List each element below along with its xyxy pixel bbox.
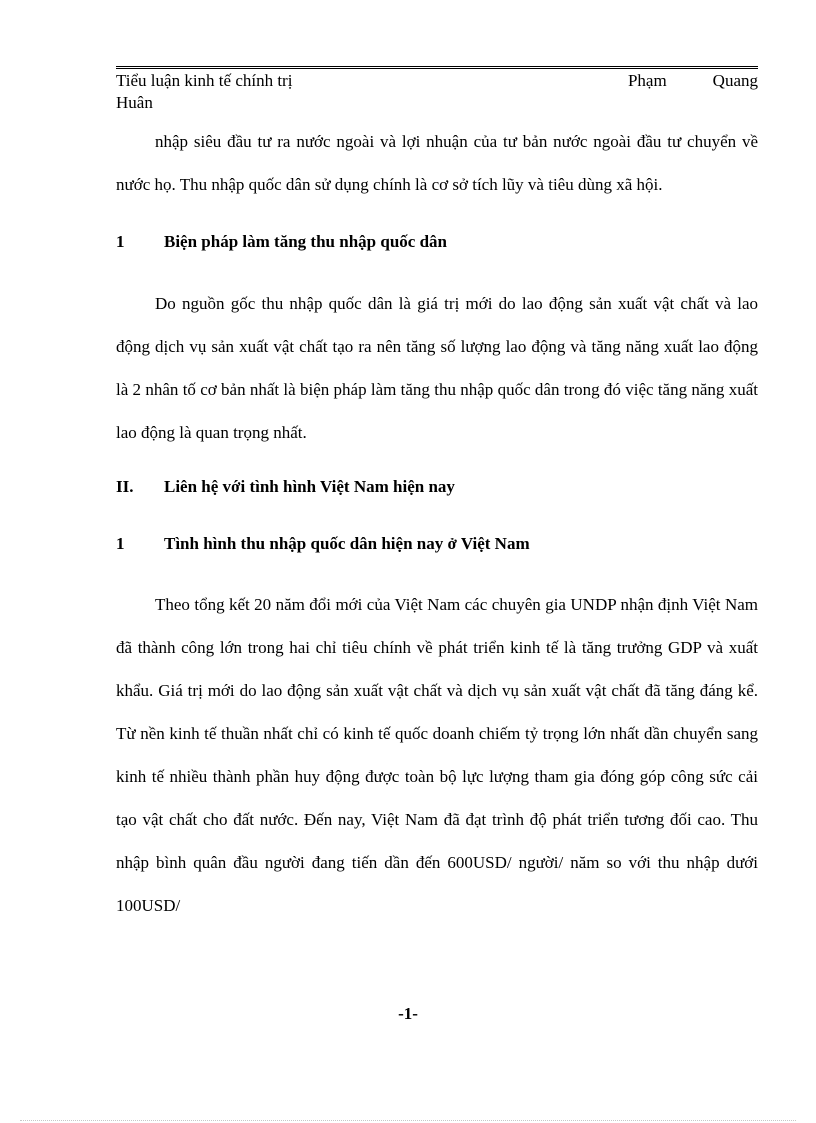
author-middle-name: Quang	[712, 71, 758, 90]
paragraph: Theo tổng kết 20 năm đổi mới của Việt Nam các chuyên gia UNDP nhận định Việt Nam đã thành công lớn trong hai chỉ tiêu chính về phát triển kinh tế là tăng trưởng GDP và xuất khẩu. Giá trị mới do lao động sản xuất vật chất và dịch vụ sản xuất vật chất đã tăng đáng kể. Từ nền kinh tế thuần nhất chỉ có kinh tế quốc doanh chiếm tỷ trọng lớn nhất dần chuyển sang kinh tế nhiều thành phần huy động được toàn bộ lực lượng tham gia đóng góp công sức cải tạo vật chất cho đất nước. Đến nay, Việt Nam đã đạt trình độ phát triển tương đối cao. Thu nhập bình quân đầu người đang tiến dần đến 600USD/ người/ năm so với thu nhập dưới 100USD/	[116, 595, 758, 915]
paragraph: Do nguồn gốc thu nhập quốc dân là giá trị mới do lao động sản xuất vật chất và lao động dịch vụ sản xuất vật chất tạo ra nên tăng số lượng lao động và tăng năng xuất lao động là 2 nhân tố cơ bản nhất là biện pháp làm tăng thu nhập quốc dân trong đó việc tăng năng xuất lao động là quan trọng nhất.	[116, 294, 758, 442]
section-number: 1	[116, 232, 125, 251]
page-content	[116, 120, 758, 927]
author-last-name: Huân	[116, 93, 153, 112]
section-heading	[116, 533, 758, 555]
author-first-name: Phạm	[627, 71, 667, 90]
paragraph: nhập siêu đầu tư ra nước ngoài và lợi nhuận của tư bản nước ngoài đầu tư chuyển về nước họ. Thu nhập quốc dân sử dụng chính là cơ sở tích lũy và tiêu dùng xã hội.	[116, 132, 758, 194]
header-author	[628, 70, 758, 92]
section-title: Liên hệ với tình hình Việt Nam hiện nay	[164, 477, 455, 496]
section-number: 1	[116, 534, 125, 553]
section-title: Tình hình thu nhập quốc dân hiện nay ở Việt Nam	[164, 534, 530, 553]
section-heading	[116, 231, 758, 253]
section-number: II.	[116, 477, 134, 496]
page-number: -1-	[398, 1004, 418, 1023]
section-heading	[116, 476, 758, 498]
section-title: Biện pháp làm tăng thu nhập quốc dân	[164, 232, 447, 251]
header-title: Tiểu luận kinh tế chính trị	[116, 71, 293, 90]
page-header	[116, 66, 758, 114]
page-bottom-divider	[20, 1120, 796, 1121]
